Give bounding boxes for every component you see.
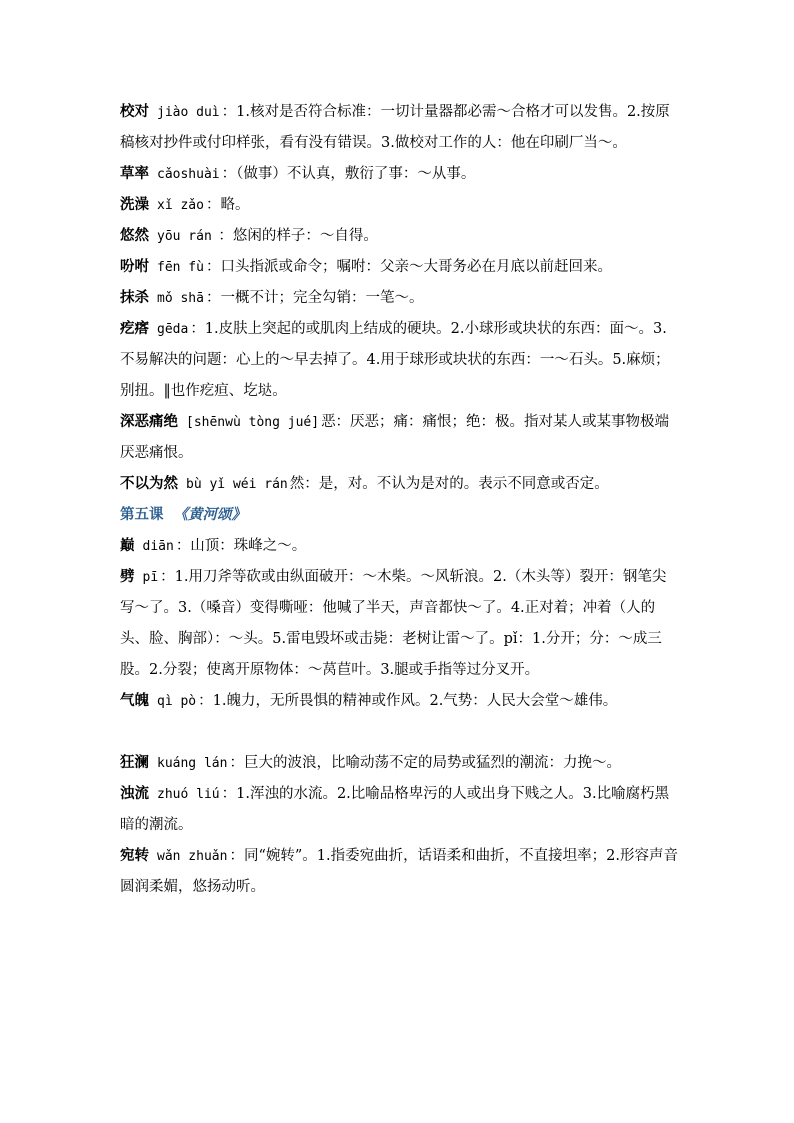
vocab-entry (120, 407, 680, 469)
vocab-pinyin: mǒ shā (157, 291, 204, 306)
vocab-entry (120, 748, 680, 779)
vocab-entry (120, 252, 680, 283)
vocab-pinyin: wǎn zhuǎn (157, 849, 228, 864)
vocab-term: 宛转 (120, 848, 149, 864)
vocab-term: 吩咐 (120, 259, 149, 275)
vocab-definition: ：（做事）不认真，敷衍了事：～从事。 (221, 166, 476, 182)
vocab-list-part3 (120, 748, 680, 903)
vocab-term: 疙瘩 (120, 321, 149, 337)
vocab-definition: ：1.皮肤上突起的或肌肉上结成的硬块。2.小球形或块状的东西：面～。3.不易解决的问题：心上的～早去掉了。4.用于球形或块状的东西：一～石头。5.麻烦；别扭。‖也作疙疸、圪垯。 (120, 321, 670, 399)
vocab-pinyin: diān (142, 539, 174, 554)
vocab-pinyin: xǐ zǎo (157, 198, 204, 213)
vocab-entry (120, 190, 680, 221)
vocab-definition: ：山顶：珠峰之～。 (175, 538, 307, 554)
vocab-pinyin: zhuó liú (157, 787, 220, 802)
lesson-book-title: 《黄河颂》 (173, 507, 246, 523)
vocab-term: 校对 (120, 104, 149, 120)
blank-line (120, 717, 680, 748)
vocab-pinyin: fēn fù (157, 260, 204, 275)
document-page (120, 97, 680, 903)
vocab-entry (120, 779, 680, 841)
vocab-pinyin: gēda (157, 322, 189, 337)
vocab-pinyin: cǎoshuài (157, 167, 220, 182)
lesson-label: 第五课 (120, 507, 164, 523)
vocab-definition: ：同“婉转”。1.指委宛曲折，话语柔和曲折，不直接坦率；2.形容声音圆润柔媚，悠扬动听。 (120, 848, 678, 895)
vocab-term: 浊流 (120, 786, 149, 802)
vocab-definition: ：略。 (205, 197, 250, 213)
vocab-definition: 恶：厌恶；痛：痛恨；绝：极。指对某人或某事物极端厌恶痛恨。 (120, 414, 670, 461)
vocab-entry (120, 97, 680, 159)
vocab-pinyin: [shēnwù tòng jué] (186, 415, 320, 430)
vocab-term: 草率 (120, 166, 149, 182)
vocab-pinyin: yōu rán (157, 229, 212, 244)
vocab-pinyin: qì pò (157, 694, 197, 709)
vocab-list-part2 (120, 531, 680, 717)
vocab-term: 气魄 (120, 693, 149, 709)
vocab-entry (120, 686, 680, 717)
vocab-entry (120, 562, 680, 686)
vocab-entry (120, 469, 680, 500)
vocab-term: 巅 (120, 538, 135, 554)
vocab-term: 不以为然 (120, 476, 178, 492)
vocab-entry (120, 159, 680, 190)
vocab-entry (120, 314, 680, 407)
vocab-definition: 然：是，对。不认为是对的。表示不同意或否定。 (289, 476, 609, 492)
vocab-pinyin: jiào duì (157, 105, 220, 120)
vocab-list-part1 (120, 97, 680, 500)
vocab-pinyin: pī (142, 570, 159, 585)
vocab-definition: ：1.核对是否符合标准：一切计量器都必需～合格才可以发售。2.按原稿核对抄件或付印样张，看有没有错误。3.做校对工作的人：他在印刷厂当～。 (120, 104, 670, 151)
vocab-entry (120, 841, 680, 903)
vocab-pinyin: kuáng lán (157, 756, 228, 771)
vocab-term: 洗澡 (120, 197, 149, 213)
vocab-definition: ：巨大的波浪，比喻动荡不定的局势或猛烈的潮流：力挽～。 (229, 755, 621, 771)
vocab-term: 悠然 (120, 228, 149, 244)
vocab-entry (120, 283, 680, 314)
lesson-heading (120, 500, 680, 531)
vocab-term: 狂澜 (120, 755, 149, 771)
vocab-term: 深恶痛绝 (120, 414, 178, 430)
vocab-definition: ：1.浑浊的水流。2.比喻品格卑污的人或出身下贱之人。3.比喻腐朽黑暗的潮流。 (120, 786, 670, 833)
vocab-definition: ：1.用刀斧等砍或由纵面破开：～木柴。～风斩浪。2.（木头等）裂开：钢笔尖写～了。3.（嗓音）变得嘶哑：他喊了半天，声音都快～了。4.正对着；冲着（人的头、脸、胸部）：～头。5.雷电毁坏或击毙：老树让雷～了。pǐ：1.分开；分：～成三股。2.分裂；使离开原物体：～莴苣叶。3.腿或手指等过分叉开。 (120, 569, 667, 678)
vocab-definition: ：口头指派或命令；嘱咐：父亲～大哥务必在月底以前赶回来。 (205, 259, 612, 275)
vocab-pinyin: bù yǐ wéi rán (186, 477, 288, 492)
vocab-entry (120, 221, 680, 252)
vocab-definition: ：悠闲的样子：～自得。 (213, 228, 378, 244)
vocab-term: 抹杀 (120, 290, 149, 306)
vocab-definition: ：1.魄力，无所畏惧的精神或作风。2.气势：人民大会堂～雄伟。 (198, 693, 618, 709)
vocab-definition: ：一概不计；完全勾销：一笔～。 (205, 290, 424, 306)
vocab-entry (120, 531, 680, 562)
vocab-term: 劈 (120, 569, 135, 585)
